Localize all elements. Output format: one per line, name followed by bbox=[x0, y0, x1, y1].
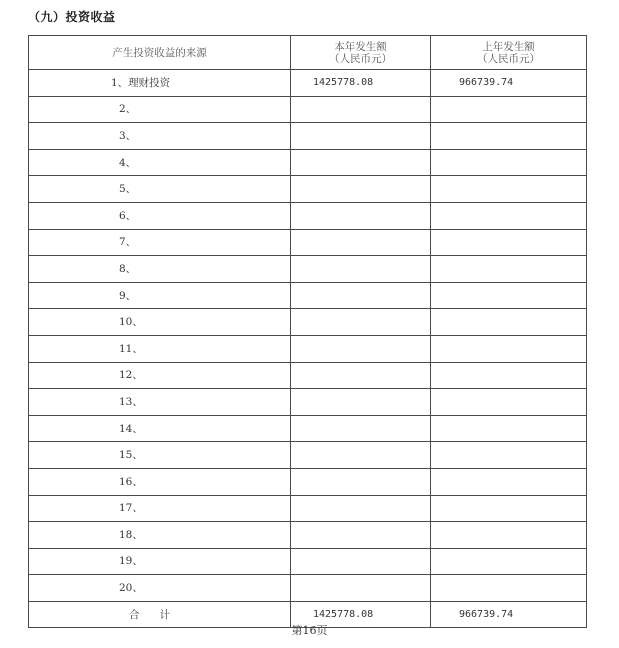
header-current-year-line2: （人民币元） bbox=[329, 52, 392, 65]
row-source-label: 18、 bbox=[29, 522, 291, 549]
row-prior-year-value bbox=[431, 123, 587, 150]
row-source-label: 10、 bbox=[29, 309, 291, 336]
row-source-label: 11、 bbox=[29, 335, 291, 362]
row-source-label: 5、 bbox=[29, 176, 291, 203]
row-prior-year-value bbox=[431, 442, 587, 469]
row-source-label: 19、 bbox=[29, 548, 291, 575]
row-current-year-value bbox=[291, 229, 431, 256]
row-source-label: 7、 bbox=[29, 229, 291, 256]
table-row bbox=[29, 96, 587, 123]
row-source-label: 16、 bbox=[29, 468, 291, 495]
header-current-year bbox=[291, 36, 431, 70]
table-row bbox=[29, 335, 587, 362]
row-prior-year-value bbox=[431, 575, 587, 602]
row-source-label: 3、 bbox=[29, 123, 291, 150]
row-prior-year-value bbox=[431, 335, 587, 362]
row-current-year-value bbox=[291, 575, 431, 602]
row-current-year-value bbox=[291, 442, 431, 469]
row-current-year-value bbox=[291, 522, 431, 549]
row-prior-year-value bbox=[431, 202, 587, 229]
row-current-year-value bbox=[291, 468, 431, 495]
table-row bbox=[29, 468, 587, 495]
table-row bbox=[29, 522, 587, 549]
table-row bbox=[29, 123, 587, 150]
table-row bbox=[29, 149, 587, 176]
row-current-year-value bbox=[291, 548, 431, 575]
row-source-label: 17、 bbox=[29, 495, 291, 522]
row-prior-year-value bbox=[431, 389, 587, 416]
row-prior-year-value bbox=[431, 176, 587, 203]
table-header-row bbox=[29, 36, 587, 70]
row-source-label: 13、 bbox=[29, 389, 291, 416]
row-source-label: 6、 bbox=[29, 202, 291, 229]
row-source-label: 15、 bbox=[29, 442, 291, 469]
row-current-year-value bbox=[291, 335, 431, 362]
row-current-year-value bbox=[291, 149, 431, 176]
row-prior-year-value bbox=[431, 468, 587, 495]
row-source-label: 9、 bbox=[29, 282, 291, 309]
page-number: 第16页 bbox=[291, 624, 328, 637]
row-prior-year-value: 966739.74 bbox=[431, 70, 587, 97]
table-row bbox=[29, 362, 587, 389]
table-body bbox=[29, 70, 587, 602]
row-prior-year-value bbox=[431, 149, 587, 176]
row-prior-year-value bbox=[431, 282, 587, 309]
row-prior-year-value bbox=[431, 256, 587, 283]
row-source-label: 20、 bbox=[29, 575, 291, 602]
row-current-year-value bbox=[291, 123, 431, 150]
row-current-year-value bbox=[291, 495, 431, 522]
row-current-year-value bbox=[291, 96, 431, 123]
total-current-year: 1425778.08 bbox=[291, 601, 431, 628]
table-row bbox=[29, 442, 587, 469]
row-current-year-value bbox=[291, 202, 431, 229]
table-row bbox=[29, 176, 587, 203]
row-source-label: 4、 bbox=[29, 149, 291, 176]
table-row bbox=[29, 389, 587, 416]
table-row bbox=[29, 282, 587, 309]
row-current-year-value bbox=[291, 256, 431, 283]
investment-income-table bbox=[28, 35, 587, 628]
row-current-year-value bbox=[291, 176, 431, 203]
table-row bbox=[29, 309, 587, 336]
row-prior-year-value bbox=[431, 309, 587, 336]
table-row bbox=[29, 256, 587, 283]
row-current-year-value bbox=[291, 415, 431, 442]
row-prior-year-value bbox=[431, 522, 587, 549]
row-prior-year-value bbox=[431, 415, 587, 442]
header-current-year-line1: 本年发生额 bbox=[334, 40, 387, 53]
row-source-label: 14、 bbox=[29, 415, 291, 442]
total-label: 合计 bbox=[29, 601, 291, 628]
header-source: 产生投资收益的来源 bbox=[29, 36, 291, 70]
row-prior-year-value bbox=[431, 229, 587, 256]
table-row bbox=[29, 202, 587, 229]
row-current-year-value: 1425778.08 bbox=[291, 70, 431, 97]
table-row bbox=[29, 575, 587, 602]
row-prior-year-value bbox=[431, 96, 587, 123]
table-row bbox=[29, 70, 587, 97]
row-current-year-value bbox=[291, 282, 431, 309]
row-current-year-value bbox=[291, 389, 431, 416]
row-source-label: 1、理财投资 bbox=[29, 70, 291, 97]
row-current-year-value bbox=[291, 309, 431, 336]
table-row bbox=[29, 229, 587, 256]
header-prior-year bbox=[431, 36, 587, 70]
row-current-year-value bbox=[291, 362, 431, 389]
total-prior-year: 966739.74 bbox=[431, 601, 587, 628]
row-source-label: 2、 bbox=[29, 96, 291, 123]
row-prior-year-value bbox=[431, 548, 587, 575]
table-row bbox=[29, 548, 587, 575]
row-prior-year-value bbox=[431, 362, 587, 389]
section-title: （九）投资收益 bbox=[28, 10, 116, 24]
table-row bbox=[29, 415, 587, 442]
table-row bbox=[29, 495, 587, 522]
header-prior-year-line2: （人民币元） bbox=[477, 52, 540, 65]
row-source-label: 12、 bbox=[29, 362, 291, 389]
header-prior-year-line1: 上年发生额 bbox=[482, 40, 535, 53]
row-prior-year-value bbox=[431, 495, 587, 522]
row-source-label: 8、 bbox=[29, 256, 291, 283]
